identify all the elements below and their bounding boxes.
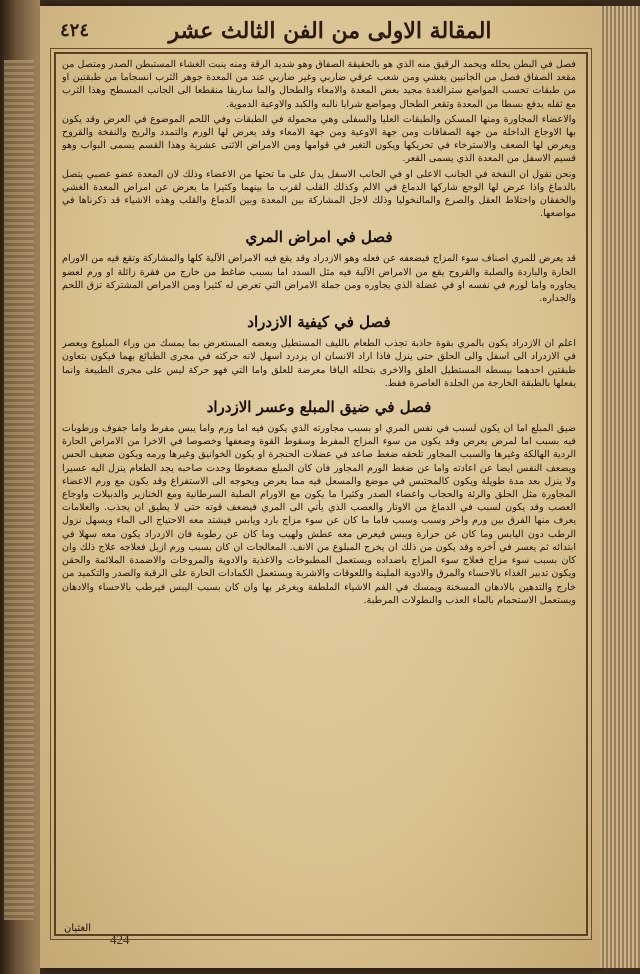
section-heading-esophagus-diseases: فصل في امراض المري [245, 228, 393, 247]
paragraph-3: ونحن نقول ان النفخة في الجانب الاعلى او في الجانب الاسفل يدل على ما تحتها من الاعضاء وذلك لان المعدة عضو عصبي يتصل بالدماغ واذا عرض لها الوجع شاركها الدماغ في الالم وكذلك القلب لقرب ما بينهما وكثيرا ما يعرض عن امراض المعدة الغشي والخفقان واختلاط العقل والصرع والمالنخوليا وذلك لاجل المشاركة بين المعدة وبين الدماغ والقلب وهذه الاشياء قد ذكرناها في مواضعها. [62, 168, 576, 220]
page-number-bottom: 424 [110, 932, 130, 947]
section-heading-swallowing: فصل في كيفية الازدراد [247, 313, 391, 332]
book-left-edge [0, 0, 40, 974]
manuscript-page [40, 6, 600, 968]
section-body-dysphagia: ضيق المبلع اما ان يكون لسبب في نفس المري او بسبب مجاورته الذي يكون فيه اما ورم واما يبس مفرط واما جفوف ورطوبات فيه بسبب اما لمرض يعرض وقد يكون من سوء المزاج المفرط وسقوط القوة وضعفها وخصوصا في الاخرا من الامراض الحارة الردية الهالكة وغيرها والسبب المجاور تلحقه ضغط صاعد في عضلات الحنجرة او يكون الخوانيق وغيرها ورمه ويكون ضعيف الحس ويضعف النفس ايضا عن اعادته واما عن ضغط الورم المجاور فان كان المبلع مضغوطا وجدت صاحبه يجد الطعام ينزل اليه عسيرا ولا ينزل بعد مدة طويلة ويكون كالمحتبس في موضع والمسعل فيه مما يعرض ويحوجه الى الاستفراغ وقد يكون مع ورم الاعضاء المجاورة مثل الحلق والرئة والحجاب واعضاء الصدر وكثيرا ما يكون مع الاورام الصلبة السرطانية ومع الخنازير والدبيلات واوجاع العصب وقد يكون لسبب في الدماغ من الاوتار والعصب الذي يأتي الى المري فيضعف قوته حتى لا يطيق ان يجذب. والعلامات يعرف منها الفرق بين ورم واخر وسبب وسبب فاما ما كان عن سوء مزاج بارد ويابس فيشتد معه الاحتياج الى الماء ويسهل نزول الرطب دون اليابس وما كان عن حرارة ويبس فيعرض معه عطش ولهيب وما كان عن رطوبة فان الازدراد يكون معه سهلا في ابتدائه ثم يعسر في آخره وقد يكون من ذلك ان يخرج المبلوع من الانف. المعالجات ان كان بسبب ورم ازيل فعلاجه علاج ذلك وان كان بسبب سوء مزاج فعلاج سوء المزاج باضداده ويستعمل المطبوخات والاغذية والادوية والمروخات والاضمدة الملائمة والحقن ويكون تدبير الغذاء بالاحساء والمرق والادوية الملينة واللعوقات والاشربة ويستعمل الكمادات الحارة على الرقبة والصدر والتكميد من خارج والتدهين بالادهان المسخنة ويمسك في الفم الاشياء الملطفة ويغرغر بها وان كان بسبب اليبس فيرطب بالاحساء والادهان ويستعمل الاستحمام بالماء العذب والنطولات المرطبة. [62, 423, 576, 606]
page-number-top: ٤٢٤ [60, 20, 90, 41]
paragraph-2: والاعضاء المجاورة ومنها المسكن والطبقات العليا والسفلى وهي محمولة في الطبقات وفي اللحم الموضوع في العرض وقد يكون بها الاوجاع الداخلة من جهة الصفاقات ومن جهة الاوعية ومن جهة الامعاء وقد يعرض لها الورم والتمدد والريح والنفخة والقروح ويعرض لها الضعف والاسترخاء في تحريكها ويكون التغير في قوامها ومن الامراض الاثنى عشرية وهذا القسم يسمى البواب وهو قسيم الاسفل من المعدة الذي يسمى القعر. [62, 113, 576, 165]
paragraph-1: فصل في البطن يحلله ويحمد الرقيق منه الذي هو بالحقيقة الصفاق وهو شديد الرقة ومنه ينبت الغشاء المستبطن الصدر ومتصل من مقعد الصفاق فصل من الجانبين يغشي ومن شعب عرقي ضاربي وغير ضاربي عند من المعدة جوهر الثرب انسجاما من طبقتين او من طبقات تحسب المواضع سترالغدة مجيد بعض المعدة والامعاء والطحال والما ساريقا منقطعا الى الجانب المسطح وهذا الثرب مع ثقله يدفع بسطا من المعدة وتقعر الطحال ومواضع شرايا نالبه والكبد والاوعية الدموية. [62, 59, 576, 110]
section-body-esophagus-diseases: قد يعرض للمري اصناف سوء المزاج فيضعفه عن فعله وهو الازدراد وقد يقع فيه الامراض الآلية كلها والمشاركة وتقع فيه من الاورام الحارة والباردة والصلبة والقروح يقع من الامراض الآلية فيه مثل السدد اما بسبب ضاغط من خارج من فقرة زائلة او ورم لعضو يجاوره واما لورم في نفسه او في عضلة الذي يجاوره ومن جملة الامراض التي تعرض له كثيرا ومن الامراض المشتركة تزق اللحم والجداره. [62, 253, 576, 305]
running-head: المقالة الاولى من الفن الثالث عشر [168, 18, 492, 44]
facing-page-strip [4, 60, 34, 920]
book-page-edges [600, 6, 640, 968]
section-heading-dysphagia: فصل في ضيق المبلع وعسر الازدراد [206, 398, 432, 417]
section-body-swallowing: اعلم ان الازدراد يكون بالمري بقوة جاذبة تجذب الطعام بالليف المستطيل وبعضه المستعرض بما يمسك من وراء المبلوع ويعصر في الازدراد الى اسفل والى الحلق حتى ينزل فاذا اراد الانسان ان يزدرد اسهل لانه حركته في مجرى الطبائع بهما فيكون بتعاون طبقتين احدهما بيسطه المستطيل العلق والاخرى بتحلله اليافا معرضة للعلق واما التي فهو حركة ليس على مجرى الطبيعة وانما يفعلها بالطبقة الخارجة من الجلدة العاصرة فقط. [62, 338, 576, 389]
catchword: الغثيان [64, 923, 92, 934]
text-block [62, 58, 576, 926]
